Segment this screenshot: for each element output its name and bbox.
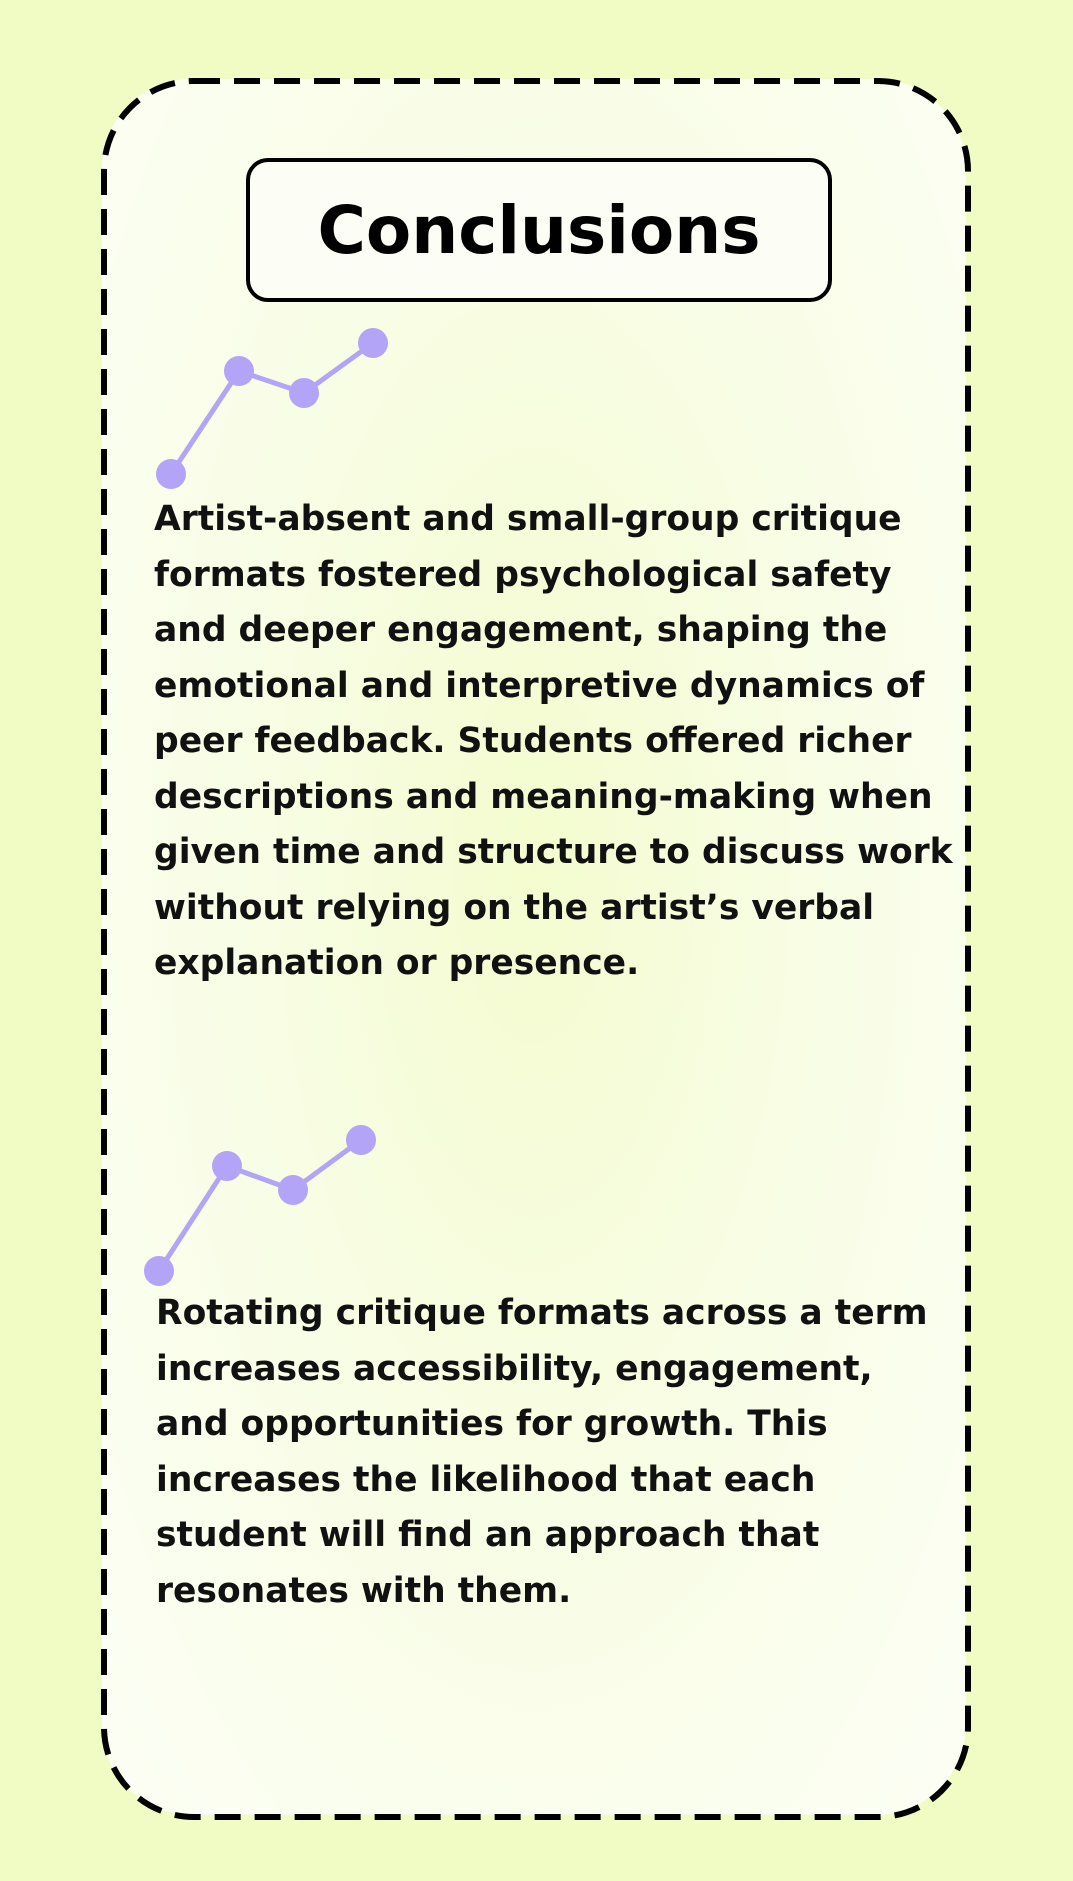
conclusion-paragraph-2: Rotating critique formats across a term increases accessibility, engagement, and opportunities for growth. This increases the likelihood that each student will find an approach that resonates with them. xyxy=(156,1293,928,1611)
line-graph-icon xyxy=(140,1126,390,1296)
line-graph-icon xyxy=(150,328,400,498)
page-title: Conclusions xyxy=(317,191,761,269)
title-box xyxy=(246,158,832,302)
conclusion-paragraph-1: Artist-absent and small-group critique formats fostered psychological safety and deeper engagement, shaping the emotional and interpretive dynamics of peer feedback. Students offered richer descriptions and meaning-making when given time and structure to discuss work without relying on the artist’s verbal explanation or presence. xyxy=(154,499,953,983)
